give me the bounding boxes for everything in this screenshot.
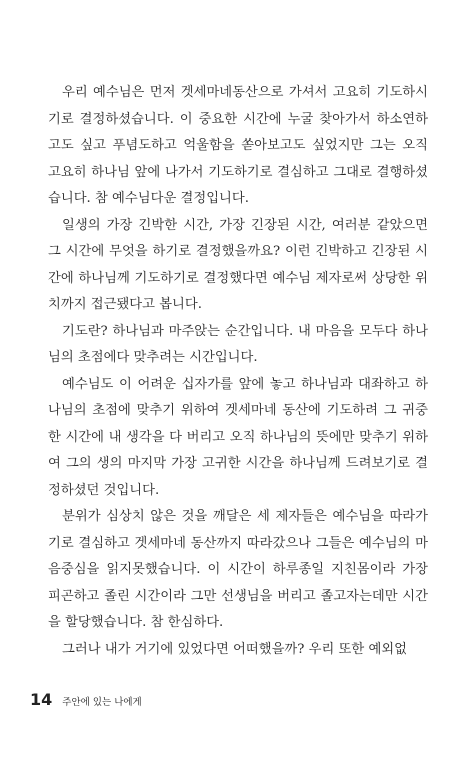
paragraph: 분위가 심상치 않은 것을 깨달은 세 제자들은 예수님을 따라가기로 결심하고 겟세마네 동산까지 따라갔으나 그들은 예수님의 마음중심을 읽지못했습니다. 이 시간이 하루종일 지친몸이라 가장 피곤하고 졸린 시간이라 그만 선생님을 버리고 졸고자는데만 시간을 할당했습니다. 참 한심하다. [48,509,428,630]
paragraph: 일생의 가장 긴박한 시간, 가장 긴장된 시간, 여러분 같았으면 그 시간에 무엇을 하기로 결정했을까요? 이런 긴박하고 긴장된 시간에 하나님께 기도하기로 결정했다면 예수님 제자로써 상당한 위치까지 접근됐다고 봅니다. [48,217,428,312]
body-text [48,80,428,663]
running-title: 주안에 있는 나에게 [62,697,142,708]
page-number: 14 [30,690,53,709]
paragraph: 기도란? 하나님과 마주앉는 순간입니다. 내 마음을 모두다 하나님의 초점에다 맞추려는 시간입니다. [48,323,428,365]
paragraph: 그러나 내가 거기에 있었다면 어떠했을까? 우리 또한 예외없 [62,641,407,657]
paragraph: 예수님도 이 어려운 십자가를 앞에 놓고 하나님과 대좌하고 하나님의 초점에 맞추기 위하여 겟세마네 동산에 기도하려 그 귀중한 시간에 내 생각을 다 버리고 오직 하나님의 뜻에만 맞추기 위하여 그의 생의 마지막 가장 고귀한 시간을 하나님께 드려보기로 결정하셨던 것입니다. [48,376,428,498]
paragraph: 우리 예수님은 먼저 겟세마네동산으로 가셔서 고요히 기도하시기로 결정하셨습니다. 이 중요한 시간에 누굴 찾아가서 하소연하고도 싶고 푸념도하고 억울함을 쏟아보고도 싶었지만 그는 오직 고요히 하나님 앞에 나가서 기도하기로 결심하고 그대로 결행하셨습니다. 참 예수님다운 결정입니다. [48,85,428,206]
page-footer [30,690,142,709]
